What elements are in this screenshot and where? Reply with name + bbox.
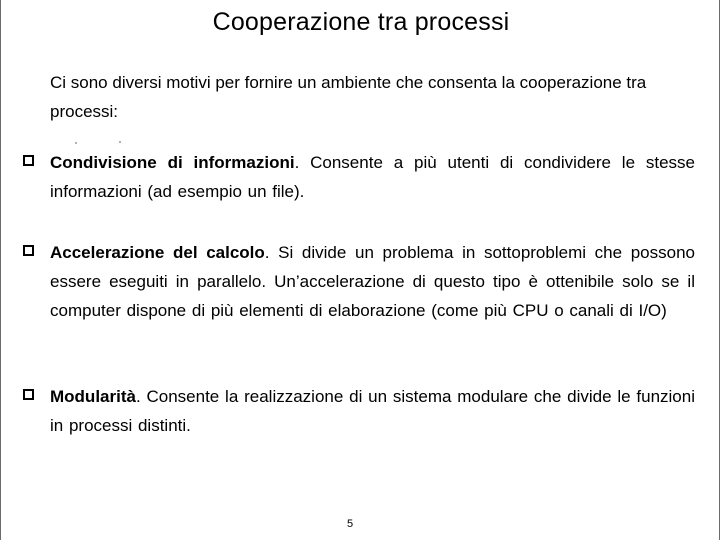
bullet-item-condivisione [23,148,695,206]
bullet-description: . Consente la realizzazione di un sistema modulare che divide le funzioni in processi distinti. [50,387,695,435]
bullet-description: . Si divide un problema in sottoproblemi che possono essere eseguiti in parallelo. Un’accelerazione di questo tipo è ottenibile solo se il computer dispone di più elementi di elaborazione (come più CPU o canali di I/O) [50,243,695,320]
bullet-description: . Consente a più utenti di condividere le stesse informazioni (ad esempio un file). [50,153,695,201]
bullet-term: Condivisione di informazioni [50,153,295,172]
bullet-text [50,382,695,440]
bullet-text [50,148,695,206]
checkbox-icon [23,245,34,256]
scan-speck [119,141,121,143]
page-number: 5 [346,518,354,530]
bullet-item-modularita [23,382,695,440]
bullet-item-accelerazione [23,238,695,325]
checkbox-icon [23,155,34,166]
bullet-term: Modularità [50,387,136,406]
slide-title: Cooperazione tra processi [212,8,510,36]
checkbox-icon [23,389,34,400]
intro-paragraph: Ci sono diversi motivi per fornire un ambiente che consenta la cooperazione tra processi: [50,73,647,121]
scan-speck [75,142,77,144]
bullet-term: Accelerazione del calcolo [50,243,265,262]
bullet-text [50,238,695,325]
